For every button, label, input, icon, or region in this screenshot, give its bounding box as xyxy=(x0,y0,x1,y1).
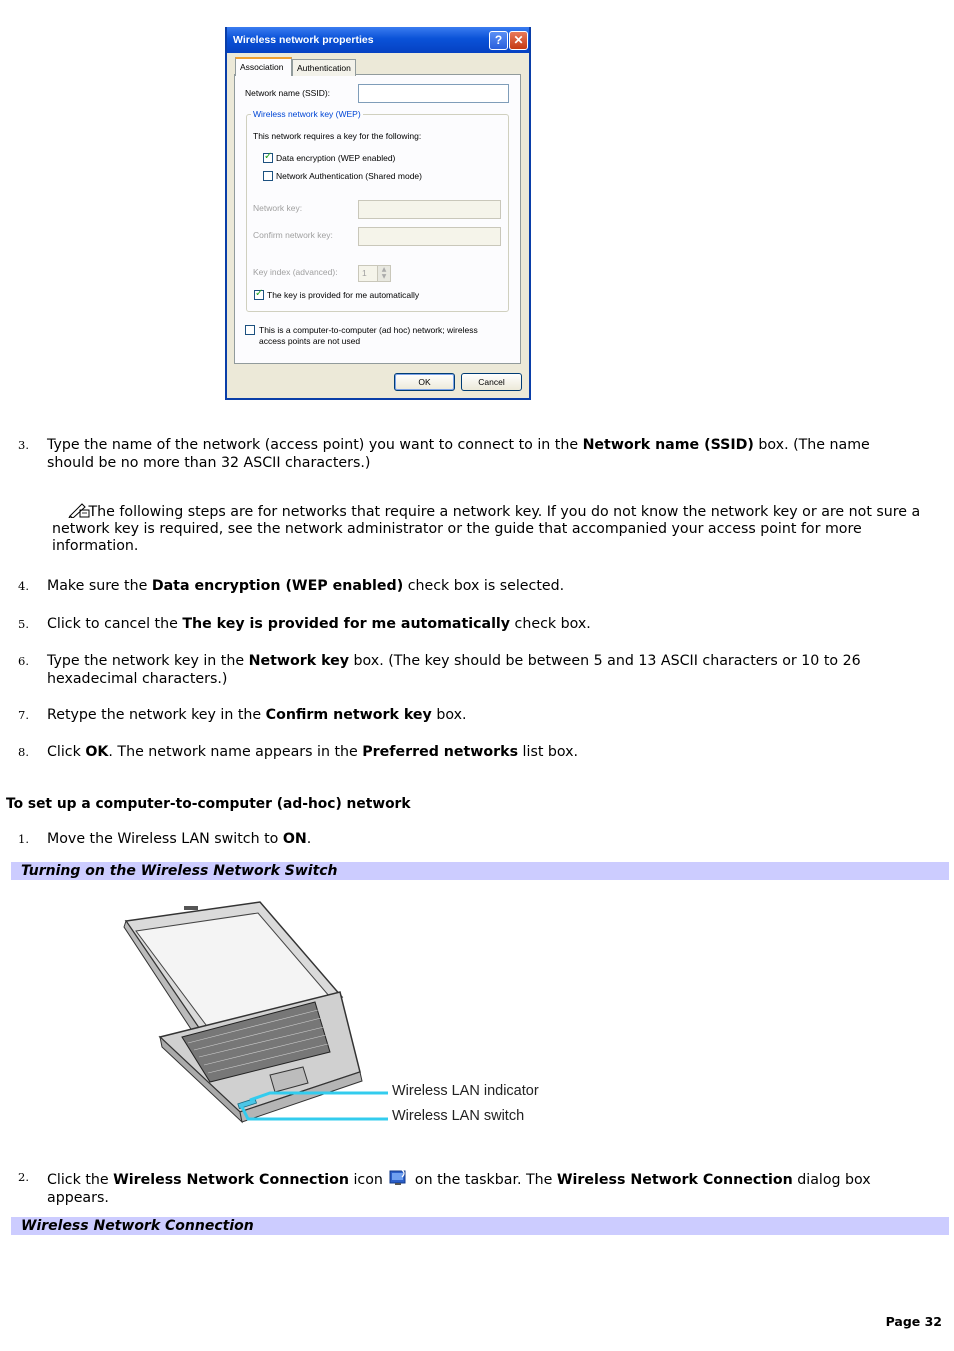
step-run: Type the network key in the xyxy=(47,653,249,669)
step-number: 8. xyxy=(18,745,29,759)
step-run: Make sure the xyxy=(47,578,152,594)
step-text xyxy=(47,707,927,725)
step-run: Click to cancel the xyxy=(47,616,183,632)
close-icon[interactable]: ✕ xyxy=(509,31,528,50)
figure-caption-band xyxy=(11,862,949,880)
step-run: on the taskbar. The xyxy=(410,1172,557,1188)
data-encryption-label: Data encryption (WEP enabled) xyxy=(276,153,396,163)
page-number: Page 32 xyxy=(885,1314,942,1329)
step-run: box. (The name should be no more than 32 ASCII characters.) xyxy=(47,437,870,471)
section-heading: To set up a computer-to-computer (ad-hoc) network xyxy=(6,796,411,812)
step-text xyxy=(47,744,927,762)
step-emphasis: ON xyxy=(282,831,307,847)
adhoc-label-line2: access points are not used xyxy=(259,336,361,346)
step-run: box. xyxy=(431,707,467,723)
step-text xyxy=(47,578,927,596)
adhoc-checkbox[interactable] xyxy=(245,325,255,335)
ssid-label: Network name (SSID): xyxy=(245,88,331,98)
step-emphasis: Network name (SSID) xyxy=(582,437,754,453)
step-text xyxy=(47,437,897,472)
step-run: list box. xyxy=(518,744,579,760)
step-run: icon xyxy=(348,1172,388,1188)
step-text xyxy=(47,653,907,688)
step-emphasis: Preferred networks xyxy=(362,744,519,760)
step-number: 5. xyxy=(18,617,29,631)
step-run: Retype the network key in the xyxy=(47,707,266,723)
step-number: 1. xyxy=(18,832,29,846)
dialog-titlebar xyxy=(227,27,529,53)
dialog-title: Wireless network properties xyxy=(233,34,374,46)
step-emphasis: Wireless Network Connection xyxy=(556,1172,793,1188)
ssid-input[interactable] xyxy=(358,84,509,103)
step-run: Move the Wireless LAN switch to xyxy=(47,831,283,847)
network-key-input[interactable] xyxy=(358,200,501,219)
step-number: 6. xyxy=(18,654,29,668)
wep-group-label: Wireless network key (WEP) xyxy=(253,109,361,119)
figure-caption: Wireless Network Connection xyxy=(21,1218,254,1234)
checkmark-icon: ✓ xyxy=(264,151,273,162)
note xyxy=(52,504,942,555)
step-number: 3. xyxy=(18,438,29,452)
confirm-key-label: Confirm network key: xyxy=(253,230,333,240)
wireless-network-connection-icon xyxy=(389,1168,408,1187)
step-run: Type the name of the network (access point) you want to connect to in the xyxy=(47,437,583,453)
step-number: 4. xyxy=(18,579,29,593)
figure-caption: Turning on the Wireless Network Switch xyxy=(21,863,338,879)
key-index-input[interactable] xyxy=(358,265,378,282)
key-auto-checkbox[interactable] xyxy=(254,290,264,300)
key-index-value: 1 xyxy=(362,268,367,278)
step-run: Click the xyxy=(47,1172,114,1188)
data-encryption-checkbox[interactable] xyxy=(263,153,273,163)
key-auto-label: The key is provided for me automatically xyxy=(267,290,420,300)
network-auth-label: Network Authentication (Shared mode) xyxy=(276,171,422,181)
tab-association[interactable]: Association xyxy=(235,57,292,76)
note-pencil-icon xyxy=(60,502,84,518)
adhoc-label-line1: This is a computer-to-computer (ad hoc) network; wireless xyxy=(259,325,478,335)
note-text: The following steps are for networks that require a network key. If you do not know the network key or are not sure a network key is required, see the network administrator or the guide that accompanied your access point for more information. xyxy=(52,504,921,554)
confirm-key-input[interactable] xyxy=(358,227,501,246)
step-run: check box is selected. xyxy=(403,578,565,594)
key-index-spinner[interactable]: ▲ ▼ xyxy=(377,265,391,282)
step-number: 2. xyxy=(18,1170,29,1184)
step-run: . xyxy=(306,831,312,847)
key-index-label: Key index (advanced): xyxy=(253,267,338,277)
callout-wireless-lan-switch: Wireless LAN switch xyxy=(392,1108,525,1124)
cancel-button[interactable]: Cancel xyxy=(461,373,522,391)
network-auth-checkbox[interactable] xyxy=(263,171,273,181)
step-text xyxy=(47,831,927,849)
step-run: dialog box appears. xyxy=(47,1172,871,1206)
step-emphasis: Network key xyxy=(248,653,350,669)
step-run: Click xyxy=(47,744,86,760)
step-run: . The network name appears in the xyxy=(108,744,363,760)
step-emphasis: The key is provided for me automatically xyxy=(182,616,511,632)
help-icon[interactable]: ? xyxy=(489,31,508,50)
callout-wireless-lan-indicator: Wireless LAN indicator xyxy=(392,1083,539,1099)
step-text xyxy=(47,1168,917,1207)
network-key-label: Network key: xyxy=(253,203,303,213)
step-number: 7. xyxy=(18,708,29,722)
requires-key-text: This network requires a key for the following: xyxy=(253,131,422,141)
tab-authentication[interactable]: Authentication xyxy=(292,59,356,76)
step-run: box. (The key should be between 5 and 13 ASCII characters or 10 to 26 hexadecimal characters.) xyxy=(47,653,861,687)
step-emphasis: Data encryption (WEP enabled) xyxy=(151,578,404,594)
step-emphasis: Confirm network key xyxy=(265,707,432,723)
ok-button[interactable]: OK xyxy=(394,373,455,391)
step-text xyxy=(47,616,927,634)
figure-caption-band xyxy=(11,1217,949,1235)
step-emphasis: OK xyxy=(85,744,109,760)
step-run: check box. xyxy=(510,616,591,632)
checkmark-icon: ✓ xyxy=(255,288,264,299)
step-emphasis: Wireless Network Connection xyxy=(113,1172,349,1188)
